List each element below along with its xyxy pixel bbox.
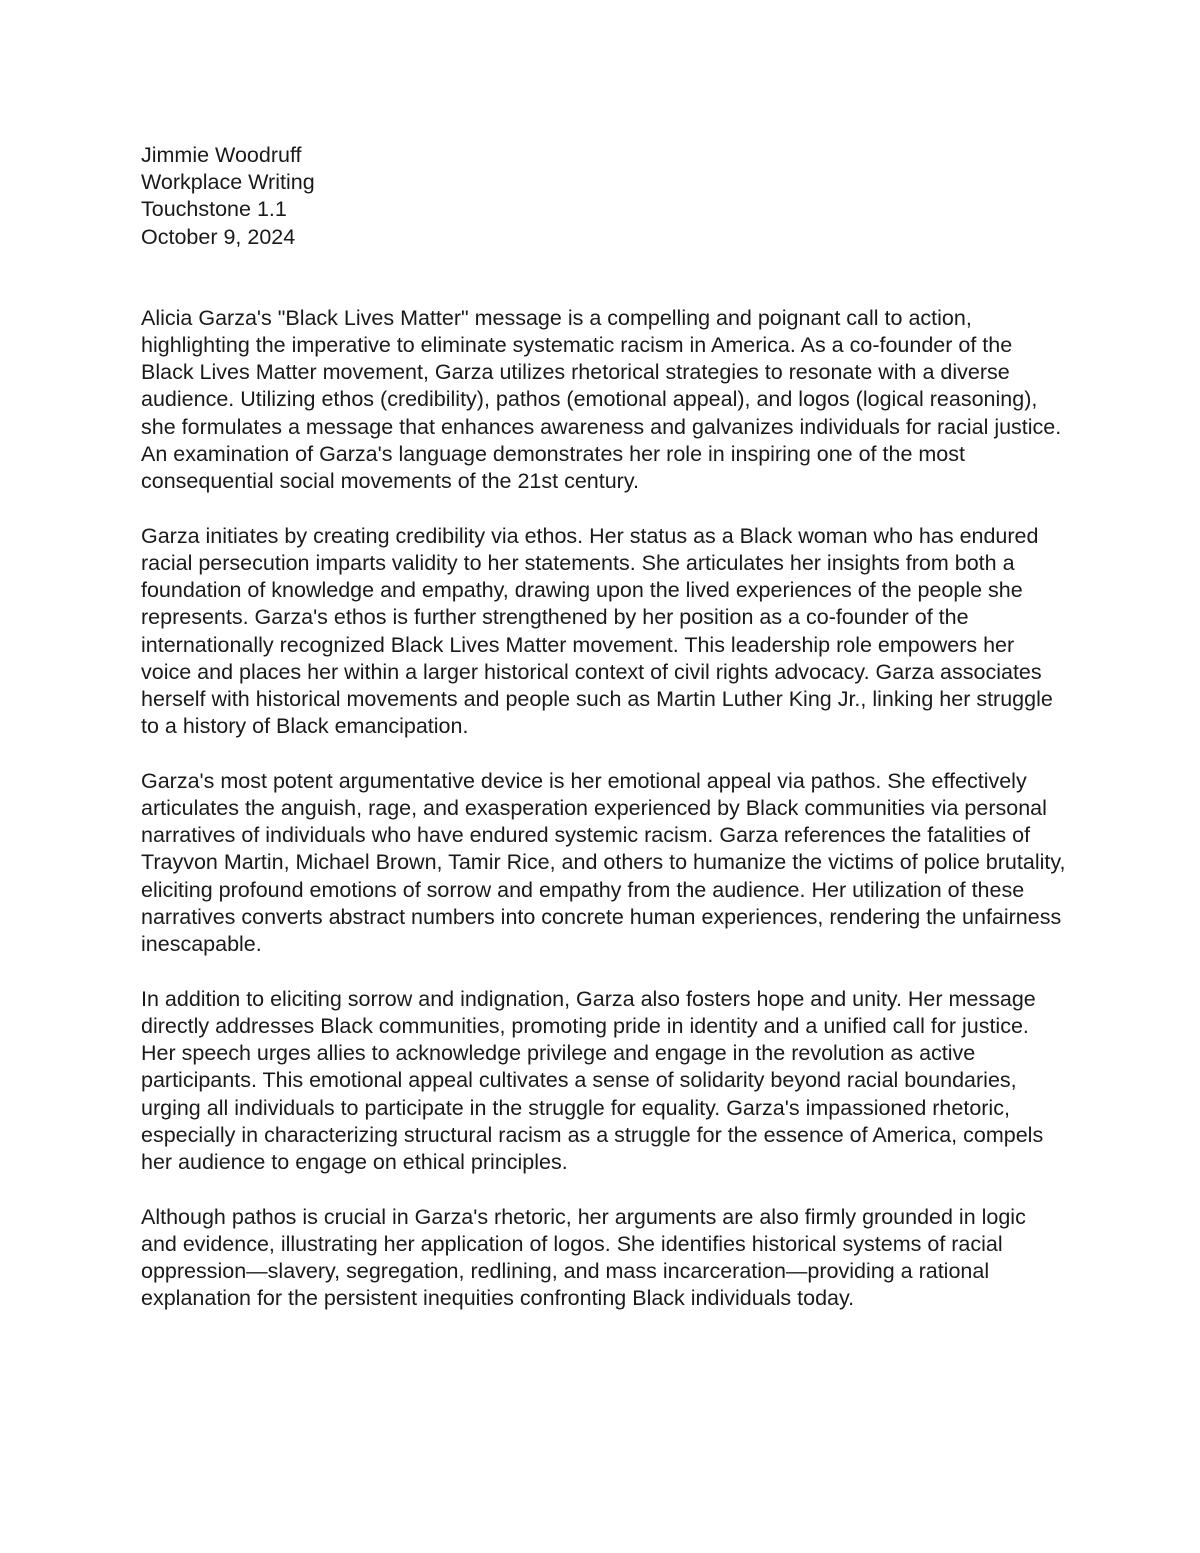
assignment-name: Touchstone 1.1 bbox=[141, 197, 287, 222]
document-header bbox=[141, 142, 1066, 251]
paragraph-intro: Alicia Garza's "Black Lives Matter" message is a compelling and poignant call to action, highlighting the imperative to eliminate systematic racism in America. As a co-founder of the Black Lives Matter movement, Garza utilizes rhetorical strategies to resonate with a diverse audience. Utilizing ethos (credibility), pathos (emotional appeal), and logos (logical reasoning), she formulates a message that enhances awareness and galvanizes individuals for racial justice. An examination of Garza's language demonstrates her role in inspiring one of the most consequential social movements of the 21st century. bbox=[141, 305, 1062, 494]
author-name: Jimmie Woodruff bbox=[141, 143, 302, 167]
course-name: Workplace Writing bbox=[141, 170, 315, 195]
paragraph-logos: Although pathos is crucial in Garza's rhetoric, her arguments are also firmly grounded in logic and evidence, illustrating her application of logos. She identifies historical systems of racial oppression—slavery, segregation, redlining, and mass incarceration—providing a rational explanation for the persistent inequities confronting Black individuals today. bbox=[141, 1204, 1026, 1311]
paragraph-ethos: Garza initiates by creating credibility via ethos. Her status as a Black woman who has endured racial persecution imparts validity to her statements. She articulates her insights from both a foundation of knowledge and empathy, drawing upon the lived experiences of the people she represents. Garza's ethos is further strengthened by her position as a co-founder of the internationally recognized Black Lives Matter movement. This leadership role empowers her voice and places her within a larger historical context of civil rights advocacy. Garza associates herself with historical movements and people such as Martin Luther King Jr., linking her struggle to a history of Black emancipation. bbox=[141, 523, 1053, 739]
paragraph-pathos: Garza's most potent argumentative device is her emotional appeal via pathos. She effectively articulates the anguish, rage, and exasperation experienced by Black communities via personal narratives of individuals who have endured systemic racism. Garza references the fatalities of Trayvon Martin, Michael Brown, Tamir Rice, and others to humanize the victims of police brutality, eliciting profound emotions of sorrow and empathy from the audience. Her utilization of these narratives converts abstract numbers into concrete human experiences, rendering the unfairness inescapable. bbox=[141, 768, 1066, 957]
document-date: October 9, 2024 bbox=[141, 224, 296, 249]
paragraph-hope-unity: In addition to eliciting sorrow and indignation, Garza also fosters hope and unity. Her message directly addresses Black communities, promoting pride in identity and a unified call for justice. Her speech urges allies to acknowledge privilege and engage in the revolution as active participants. This emotional appeal cultivates a sense of solidarity beyond racial boundaries, urging all individuals to participate in the struggle for equality. Garza's impassioned rhetoric, especially in characterizing structural racism as a struggle for the essence of America, compels her audience to engage on ethical principles. bbox=[141, 986, 1044, 1174]
document-content bbox=[141, 142, 1066, 1340]
